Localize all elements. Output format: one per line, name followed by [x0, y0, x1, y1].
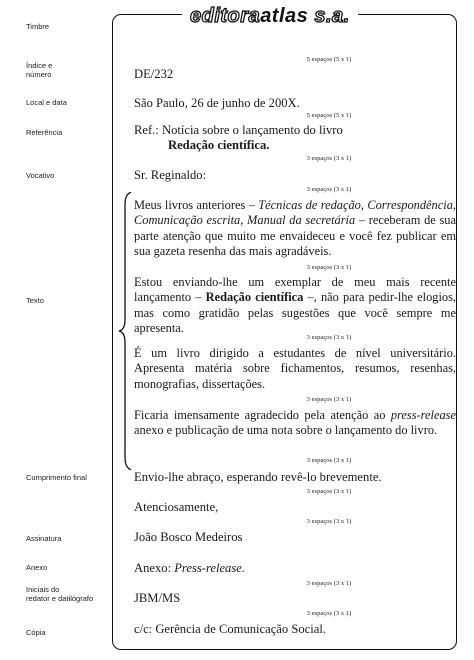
spacing-note: 3 espaços (3 x 1)	[306, 334, 352, 341]
paragraph-3: É um livro dirigido a estudantes de nível universitário. Apresenta matéria sobre fichamentos, resumos, resenhas, monografias, dissertações.	[134, 346, 456, 391]
letter-annex: Anexo: Press-release.	[134, 561, 245, 575]
letter-vocative: Sr. Reginaldo:	[134, 168, 207, 182]
label-texto: Texto	[26, 296, 44, 305]
spacing-note: 3 espaços (3 x 1)	[306, 518, 352, 525]
letter-signature: João Bosco Medeiros	[134, 530, 243, 544]
paragraph-2: Estou enviando-lhe um exemplar de meu mais recente lançamento – Redação científica –, não para pedir-lhe elogios, mas como gratidão pelas sugestões que você sempre me apresenta.	[134, 275, 457, 335]
spacing-note: 5 espaços (5 x 1)	[306, 112, 352, 119]
label-iniciais: Iniciais do redator e datilógrafo	[26, 585, 94, 603]
spacing-note: 3 espaços (3 x 1)	[306, 396, 352, 403]
spacing-note: 3 espaços (3 x 1)	[306, 610, 352, 617]
label-cumprimento: Cumprimento final	[26, 473, 87, 482]
letter-regards: Atenciosamente,	[134, 500, 219, 514]
spacing-note: 3 espaços (3 x 1)	[306, 457, 352, 464]
paragraph-4: Ficaria imensamente agradecido pela atenção ao press-release anexo e publicação de uma nota sobre o lançamento do livro.	[134, 408, 456, 438]
label-timbre: Timbre	[26, 22, 50, 31]
spacing-note: 5 espaços (5 x 1)	[306, 56, 352, 63]
letter-reference-title: Redação científica.	[168, 138, 270, 152]
text-brace-icon	[118, 192, 134, 470]
label-local-data: Local e data	[26, 98, 67, 107]
letter-copy: c/c: Gerência de Comunicação Social.	[134, 622, 326, 636]
label-referencia: Referência	[26, 128, 63, 137]
letter-initials: JBM/MS	[134, 591, 181, 605]
publisher-logo: editoraatlas s.a.	[182, 5, 358, 27]
letter-date: São Paulo, 26 de junho de 200X.	[134, 96, 300, 110]
label-anexo: Anexo	[26, 563, 48, 572]
label-assinatura: Assinatura	[26, 534, 62, 543]
letter-reference: Ref.: Notícia sobre o lançamento do livro	[134, 123, 343, 137]
spacing-note: 3 espaços (3 x 1)	[306, 155, 352, 162]
label-vocativo: Vocativo	[26, 171, 55, 180]
spacing-note: 3 espaços (3 x 1)	[306, 264, 352, 271]
spacing-note: 3 espaços (3 x 1)	[306, 186, 352, 193]
paragraph-1: Meus livros anteriores – Técnicas de redação, Correspondência, Comunicação escrita, Manual da secretária – receberam de sua parte atenção que muito me envaideceu e você fez publicar em sua gazeta resenha das mais agradáveis.	[134, 198, 456, 258]
letter-number: DE/232	[134, 67, 174, 81]
label-copia: Cópia	[26, 628, 46, 637]
spacing-note: 3 espaços (3 x 1)	[306, 488, 352, 495]
letter-closing: Envio-lhe abraço, esperando revê-lo brevemente.	[134, 470, 382, 484]
label-indice: Índice e número	[26, 61, 53, 79]
spacing-note: 3 espaços (3 x 1)	[306, 580, 352, 587]
